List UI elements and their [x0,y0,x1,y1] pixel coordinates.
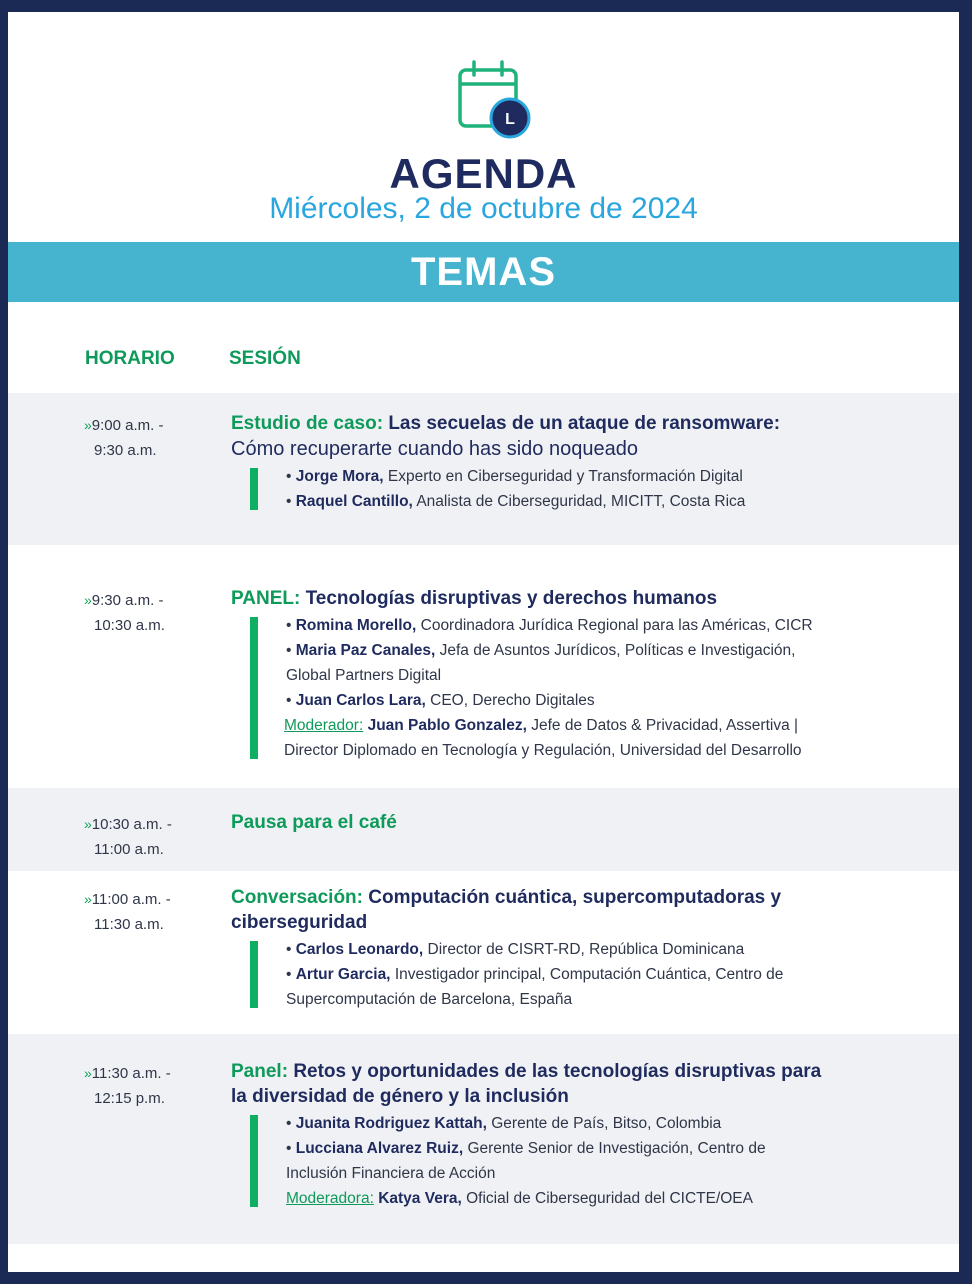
speaker-role: Investigador principal, Computación Cuántica, Centro de [394,966,784,983]
session-title-text: Las secuelas de un ataque de ransomware: [388,413,781,434]
time-slot [84,588,165,638]
speaker-list [231,937,911,1012]
speaker: • Raquel Cantillo, Analista de Ciberseguridad, MICITT, Costa Rica [286,493,746,510]
moderator-name: Juan Pablo Gonzalez, [367,717,527,734]
session-title-continued: la diversidad de género y la inclusión [231,1086,569,1107]
speaker-role: Jefa de Asuntos Jurídicos, Políticas e Investigación, [439,642,796,659]
session-type: PANEL: [231,588,301,609]
agenda-row [8,393,959,545]
session-title-text: Computación cuántica, supercomputadoras y [368,887,782,908]
session-title [231,586,911,611]
speaker-name: Romina Morello, [295,617,417,634]
agenda-row [8,788,959,871]
moderator [286,1186,911,1211]
session-block [231,1059,911,1211]
speaker: • Jorge Mora, Experto en Ciberseguridad y Transformación Digital [286,468,743,485]
speaker: • Maria Paz Canales, Jefa de Asuntos Jurídicos, Políticas e Investigación, [286,642,796,659]
arrow-icon: » [84,1065,92,1081]
speaker: • Artur Garcia, Investigador principal, Computación Cuántica, Centro de [286,966,784,983]
session-block [231,810,911,835]
session-type: Estudio de caso: [231,413,384,434]
session-type: Panel: [231,1061,289,1082]
time-end: 9:30 a.m. [94,442,157,459]
speaker-list [231,1111,911,1211]
session-type: Conversación: [231,887,363,908]
time-end: 11:30 a.m. [94,916,164,933]
time-start: 11:30 a.m. - [91,1065,171,1082]
column-header-time: HORARIO [85,348,175,369]
moderator-label[interactable]: Moderador: [284,717,364,734]
time-end: 12:15 p.m. [94,1090,165,1107]
speaker-name: Lucciana Alvarez Ruiz, [295,1140,464,1157]
accent-bar [250,468,258,510]
time-end: 10:30 a.m. [94,617,165,634]
moderator-role-continued: Director Diplomado en Tecnología y Regulación, Universidad del Desarrollo [284,742,802,759]
speaker-role: Gerente de País, Bitso, Colombia [491,1115,722,1132]
accent-bar [250,617,258,759]
speaker: • Romina Morello, Coordinadora Jurídica Regional para las Américas, CICR [286,617,813,634]
agenda-page [8,12,959,1272]
session-title [231,885,911,910]
arrow-icon: » [84,592,92,608]
speaker-role-continued: Supercomputación de Barcelona, España [286,991,573,1008]
speaker: • Carlos Leonardo, Director de CISRT-RD, República Dominicana [286,941,745,958]
moderator-label[interactable]: Moderadora: [286,1190,374,1207]
session-type: Pausa para el café [231,812,397,833]
session-block [231,586,911,763]
speaker-list [231,613,911,763]
moderator-name: Katya Vera, [378,1190,462,1207]
speaker: • Juanita Rodriguez Kattah, Gerente de País, Bitso, Colombia [286,1115,722,1132]
moderator [284,713,911,738]
calendar-icon [458,58,538,142]
speaker-name: Carlos Leonardo, [295,941,424,958]
time-slot [84,1061,171,1111]
speaker-list [231,464,911,514]
time-end: 11:00 a.m. [94,841,164,858]
column-header-session: SESIÓN [229,348,301,369]
speaker-role: Experto en Ciberseguridad y Transformación Digital [387,468,743,485]
speaker-role-continued: Global Partners Digital [286,667,442,684]
page-title: AGENDA [389,150,578,197]
calendar-icon-letter: L [505,111,515,128]
arrow-icon: » [84,417,92,433]
section-banner: TEMAS [8,242,959,302]
arrow-icon: » [84,891,92,907]
moderator-role: Oficial de Ciberseguridad del CICTE/OEA [466,1190,753,1207]
time-start: 10:30 a.m. - [91,816,172,833]
speaker-role: Director de CISRT-RD, República Dominicana [427,941,745,958]
arrow-icon: » [84,816,92,832]
speaker-role: Gerente Senior de Investigación, Centro de [467,1140,766,1157]
session-block [231,885,911,1012]
time-start: 11:00 a.m. - [91,891,171,908]
speaker-role: CEO, Derecho Digitales [430,692,595,709]
time-start: 9:30 a.m. - [91,592,164,609]
speaker-name: Maria Paz Canales, [295,642,436,659]
agenda-row [8,1034,959,1244]
session-title-continued: ciberseguridad [231,912,368,933]
speaker-name: Raquel Cantillo, [295,493,413,510]
speaker: • Juan Carlos Lara, CEO, Derecho Digitales [286,692,595,709]
accent-bar [250,941,258,1008]
time-slot [84,812,172,862]
speaker-name: Artur Garcia, [295,966,391,983]
moderator-role: Jefe de Datos & Privacidad, Assertiva | [531,717,799,734]
agenda-row [8,545,959,788]
speaker-name: Juan Carlos Lara, [295,692,426,709]
session-title [231,1059,911,1084]
session-subtitle: Cómo recuperarte cuando has sido noqueado [231,438,638,460]
speaker-name: Juanita Rodriguez Kattah, [295,1115,487,1132]
session-title [231,810,911,835]
speaker-role: Analista de Ciberseguridad, MICITT, Costa Rica [416,493,746,510]
agenda-row [8,871,959,1034]
speaker: • Lucciana Alvarez Ruiz, Gerente Senior de Investigación, Centro de [286,1140,766,1157]
speaker-name: Jorge Mora, [295,468,384,485]
session-title-text: Retos y oportunidades de las tecnologías disruptivas para [293,1061,822,1082]
speaker-role: Coordinadora Jurídica Regional para las Américas, CICR [420,617,813,634]
session-title-text: Tecnologías disruptivas y derechos humanos [305,588,718,609]
speaker-role-continued: Inclusión Financiera de Acción [286,1165,496,1182]
time-slot [84,887,171,937]
session-title [231,411,911,436]
page-date: Miércoles, 2 de octubre de 2024 [269,192,698,225]
time-start: 9:00 a.m. - [91,417,164,434]
session-block [231,411,911,514]
time-slot [84,413,164,463]
accent-bar [250,1115,258,1207]
